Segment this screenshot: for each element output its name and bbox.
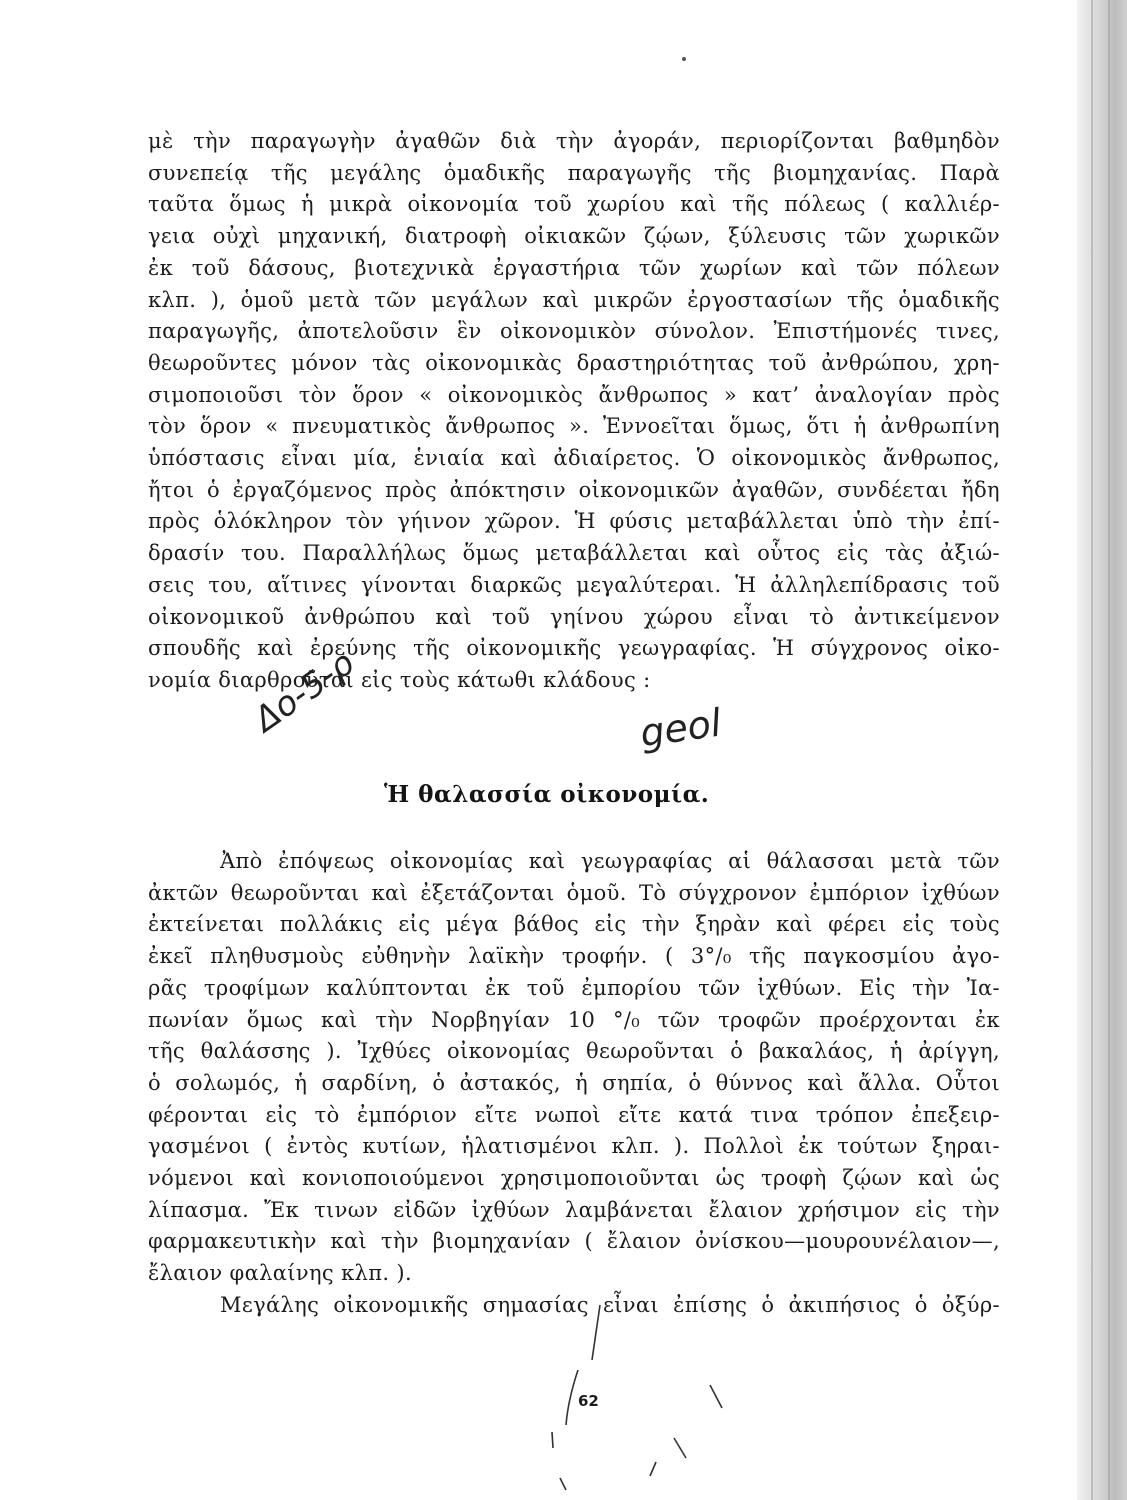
scanned-page-edge	[1077, 0, 1127, 1500]
text-line: ὑπόστασις εἶναι μία, ἑνιαία καὶ ἀδιαίρετος. Ὁ οἰκονομικὸς ἄνθρωπος,	[148, 446, 1000, 471]
text-line: συνεπείᾳ τῆς μεγάλης ὁμαδικῆς παραγωγῆς τῆς βιομηχανίας. Παρὰ	[148, 160, 1000, 185]
text-line: σιμοποιοῦσι τὸν ὅρον « οἰκονομικὸς ἄνθρωπος » κατ’ ἀναλογίαν πρὸς	[148, 382, 1000, 407]
pencil-stroke	[650, 1462, 656, 1476]
pencil-stroke	[710, 1385, 722, 1408]
text-line: πωνίαν ὅμως καὶ τὴν Νορβηγίαν 10 °/₀ τῶν τροφῶν προέρχονται ἐκ	[148, 1007, 1000, 1032]
text-line: Μεγάλης οἰκονομικῆς σημασίας εἶναι ἐπίσης ὁ ἀκιπήσιος ὁ ὀξύρ-	[220, 1292, 1000, 1317]
text-line: γεια οὐχὶ μηχανική, διατροφὴ οἰκιακῶν ζῴων, ξύλευσις τῶν χωρικῶν	[148, 224, 1000, 249]
ink-speck	[682, 57, 686, 61]
text-line: παραγωγῆς, ἀποτελοῦσιν ἓν οἰκονομικὸν σύνολον. Ἐπιστήμονές τινες,	[148, 319, 1000, 344]
text-line: λίπασμα. Ἔκ τινων εἰδῶν ἰχθύων λαμβάνεται ἔλαιον χρήσιμον εἰς τὴν	[148, 1197, 1000, 1222]
pencil-stroke	[674, 1438, 686, 1458]
text-line: νόμενοι καὶ κονιοποιούμενοι χρησιμοποιοῦνται ὡς τροφὴ ζῴων καὶ ὡς	[148, 1166, 1000, 1191]
text-line: γασμένοι ( ἐντὸς κυτίων, ἡλατισμένοι κλπ. ). Πολλοὶ ἐκ τούτων ξηραι-	[148, 1134, 1000, 1159]
paragraph-1	[148, 126, 1000, 697]
text-line: κλπ. ), ὁμοῦ μετὰ τῶν μεγάλων καὶ μικρῶν ἐργοστασίων τῆς ὁμαδικῆς	[148, 287, 1000, 312]
text-line: δρασίν του. Παραλλήλως ὅμως μεταβάλλεται καὶ οὗτος εἰς τὰς ἀξιώ-	[148, 541, 1000, 566]
text-line: τῆς θαλάσσης ). Ἰχθύες οἰκονομίας θεωροῦνται ὁ βακαλάος, ἡ ἀρίγγη,	[148, 1039, 1000, 1064]
text-line: ἐκεῖ πληθυσμοὺς εὐθηνὴν λαϊκὴν τροφήν. ( 3°/₀ τῆς παγκοσμίου ἀγο-	[148, 944, 1000, 969]
text-line: νομία διαρθροῦται εἰς τοὺς κάτωθι κλάδους :	[148, 667, 651, 692]
text-line: σεις του, αἵτινες γίνονται διαρκῶς μεγαλύτεραι. Ἡ ἀλληλεπίδρασις τοῦ	[148, 572, 1000, 597]
text-line: ρᾶς τροφίμων καλύπτονται ἐκ τοῦ ἐμπορίου τῶν ἰχθύων. Εἰς τὴν Ἰα-	[148, 975, 1000, 1000]
text-line: ἔλαιον φαλαίνης κλπ. ).	[148, 1261, 412, 1286]
paragraph-2	[148, 846, 1000, 1322]
handwritten-note-left: Δο-5-ρ	[247, 643, 362, 740]
text-line: ἤτοι ὁ ἐργαζόμενος πρὸς ἀπόκτησιν οἰκονομικῶν ἀγαθῶν, συνδέεται ἤδη	[148, 477, 1000, 502]
text-line: θεωροῦντες μόνον τὰς οἰκονομικὰς δραστηριότητας τοῦ ἀνθρώπου, χρη-	[148, 350, 1000, 375]
handwritten-note-right: geol	[637, 700, 724, 756]
edge-streak	[1108, 0, 1110, 1500]
section-heading: Ἡ θαλασσία οἰκονομία.	[384, 781, 710, 808]
text-line: Ἀπὸ ἐπόψεως οἰκονομίας καὶ γεωγραφίας αἱ θάλασσαι μετὰ τῶν	[220, 849, 1000, 873]
page-number: 62	[578, 1392, 599, 1410]
text-line: οἰκονομικοῦ ἀνθρώπου καὶ τοῦ γηίνου χώρου εἶναι τὸ ἀντικείμενον	[148, 604, 1000, 629]
text-line: ταῦτα ὅμως ἡ μικρὰ οἰκονομία τοῦ χωρίου καὶ τῆς πόλεως ( καλλιέρ-	[148, 192, 1000, 217]
pencil-stroke	[552, 1432, 553, 1448]
edge-streak	[1091, 0, 1093, 1500]
text-line: πρὸς ὁλόκληρον τὸν γήινον χῶρον. Ἡ φύσις μεταβάλλεται ὑπὸ τὴν ἐπί-	[148, 509, 1000, 534]
text-line: φαρμακευτικὴν καὶ τὴν βιομηχανίαν ( ἔλαιον ὀνίσκου—μουρουνέλαιον—,	[148, 1229, 1000, 1254]
text-line: ἀκτῶν θεωροῦνται καὶ ἐξετάζονται ὁμοῦ. Τὸ σύγχρονον ἐμπόριον ἰχθύων	[148, 880, 1000, 905]
text-line: ὁ σολωμός, ἡ σαρδίνη, ὁ ἀστακός, ἡ σηπία, ὁ θύννος καὶ ἄλλα. Οὗτοι	[148, 1070, 1000, 1095]
text-line: σπουδῆς καὶ ἐρεύνης τῆς οἰκονομικῆς γεωγραφίας. Ἡ σύγχρονος οἰκο-	[148, 636, 1000, 661]
text-line: μὲ τὴν παραγωγὴν ἀγαθῶν διὰ τὴν ἀγοράν, περιορίζονται βαθμηδὸν	[148, 129, 1000, 153]
pencil-stroke	[566, 1370, 578, 1425]
pencil-stroke	[560, 1478, 566, 1490]
text-line: τὸν ὅρον « πνευματικὸς ἄνθρωπος ». Ἐννοεῖται ὅμως, ὅτι ἡ ἀνθρωπίνη	[148, 414, 1000, 439]
text-line: ἐκτείνεται πολλάκις εἰς μέγα βάθος εἰς τὴν ξηρὰν καὶ φέρει εἰς τοὺς	[148, 912, 1000, 937]
text-line: ἐκ τοῦ δάσους, βιοτεχνικὰ ἐργαστήρια τῶν χωρίων καὶ τῶν πόλεων	[148, 255, 1000, 280]
text-line: φέρονται εἰς τὸ ἐμπόριον εἴτε νωποὶ εἴτε κατά τινα τρόπον ἐπεξειρ-	[148, 1102, 1000, 1127]
